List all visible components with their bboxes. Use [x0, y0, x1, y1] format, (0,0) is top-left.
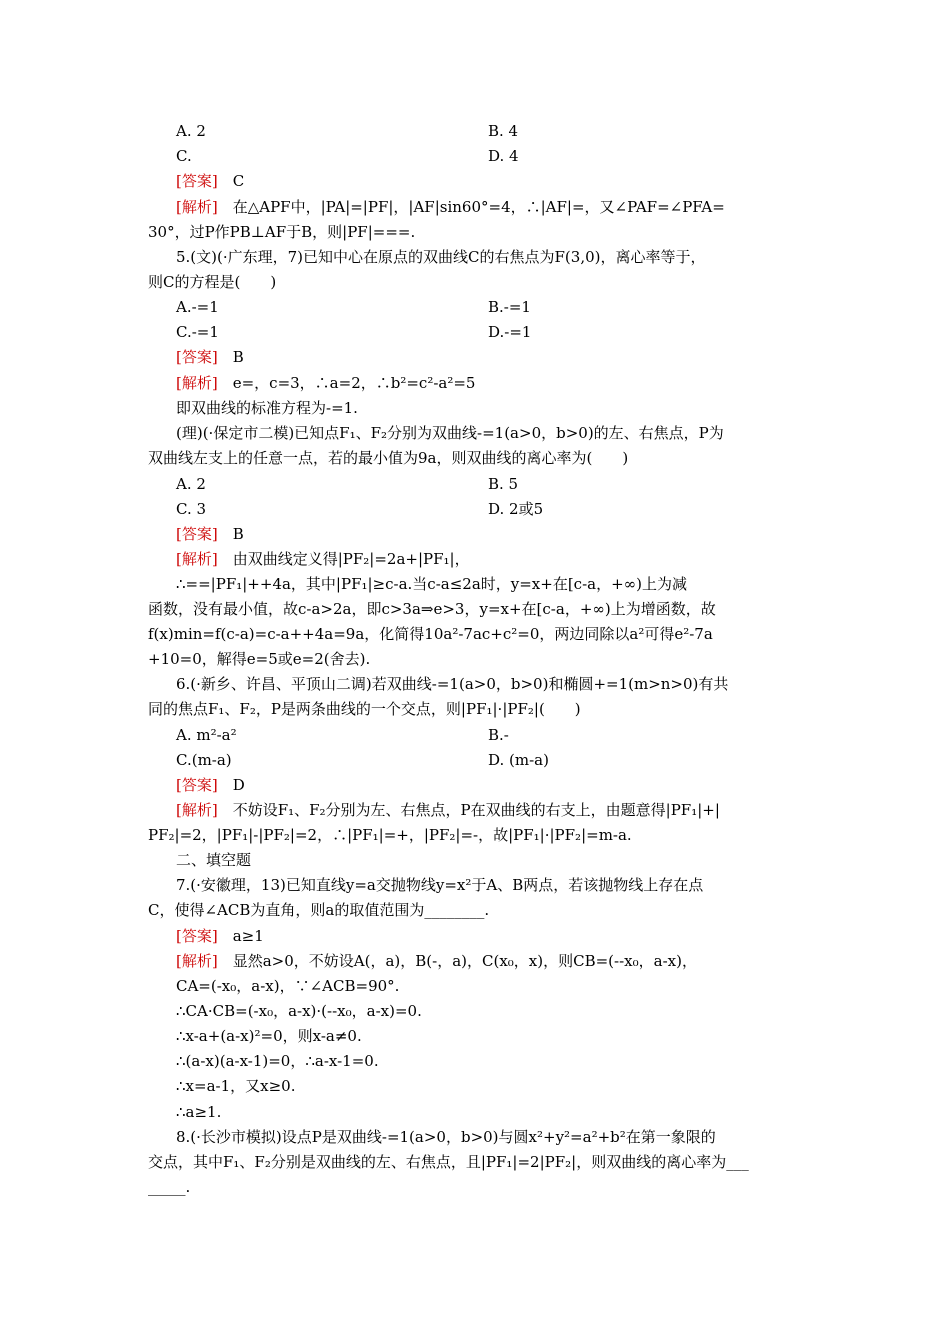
text-line [176, 397, 836, 419]
line-text: B.- [488, 726, 509, 744]
line-text: _____. [148, 1178, 191, 1196]
line-text: (理)(·保定市二模)已知点F₁、F₂分别为双曲线-=1(a>0，b>0)的左、右焦点，P为 [176, 424, 724, 442]
line-text: a≥1 [232, 927, 264, 945]
text-line [148, 1151, 808, 1173]
text-line [176, 799, 836, 821]
text-line [176, 975, 836, 997]
line-text: 不妨设F₁、F₂分别为左、右焦点，P在双曲线的右支上，由题意得|PF₁|+| [232, 801, 720, 819]
answer-tag: [答案] [176, 927, 218, 945]
text-line [176, 196, 836, 218]
line-text: 由双曲线定义得|PF₂|=2a+|PF₁|， [232, 550, 470, 568]
line-text: CA=(-x₀，a-x)，∵∠ACB=90°. [176, 977, 400, 995]
text-line [488, 724, 950, 746]
line-text: B. 5 [488, 475, 519, 493]
text-line [148, 1176, 808, 1198]
line-text: 8.(·长沙市模拟)设点P是双曲线-=1(a>0，b>0)与圆x²+y²=a²+b²在第一象限的 [176, 1128, 716, 1146]
text-line [148, 698, 808, 720]
line-text: ∴a≥1. [176, 1103, 222, 1121]
line-text: PF₂|=2，|PF₁|-|PF₂|=2，∴|PF₁|=+，|PF₂|=-，故|PF₁|·|PF₂|=m-a. [148, 826, 632, 844]
line-text: ∴==|PF₁|++4a，其中|PF₁|≥c-a.当c-a≤2a时，y=x+在[c-a，+∞)上为减 [176, 575, 688, 593]
line-text: C.(m-a) [176, 751, 232, 769]
line-text: D. (m-a) [488, 751, 549, 769]
text-line [488, 473, 950, 495]
line-text: D. 2或5 [488, 500, 544, 518]
answer-tag: [答案] [176, 776, 218, 794]
text-line [488, 296, 950, 318]
answer-tag: [答案] [176, 172, 218, 190]
line-text: 5.(文)(·广东理，7)已知中心在原点的双曲线C的右焦点为F(3,0)，离心率等于， [176, 248, 706, 266]
line-text: C [232, 172, 245, 190]
text-line [176, 1101, 836, 1123]
text-line [488, 145, 950, 167]
text-line [176, 548, 836, 570]
text-line [176, 372, 836, 394]
text-line [176, 1075, 836, 1097]
line-text: 显然a>0，不妨设A(，a)，B(-，a)，C(x₀，x)，则CB=(--x₀，a-x)， [232, 952, 697, 970]
text-line [148, 648, 808, 670]
line-text: D [232, 776, 245, 794]
line-text: A. 2 [176, 475, 206, 493]
text-line [176, 849, 836, 871]
text-line [176, 246, 836, 268]
text-line [488, 321, 950, 343]
text-line [176, 422, 836, 444]
text-line [148, 271, 808, 293]
line-text: f(x)min=f(c-a)=c-a++4a=9a，化简得10a²-7ac+c²=0，两边同除以a²可得e²-7a [148, 625, 713, 643]
line-text: B. 4 [488, 122, 519, 140]
line-text: D.-=1 [488, 323, 532, 341]
analysis-tag: [解析] [176, 374, 218, 392]
analysis-tag: [解析] [176, 198, 218, 216]
line-text: B [232, 525, 244, 543]
line-text: B.-=1 [488, 298, 531, 316]
line-text: B [232, 348, 244, 366]
analysis-tag: [解析] [176, 952, 218, 970]
line-text: 在△APF中，|PA|=|PF|，|AF|sin60°=4，∴|AF|=，又∠PAF=∠PFA= [232, 198, 725, 216]
text-line [488, 749, 950, 771]
line-text: C. 3 [176, 500, 207, 518]
text-line [176, 523, 836, 545]
line-text: 6.(·新乡、许昌、平顶山二调)若双曲线-=1(a>0，b>0)和椭圆+=1(m>n>0)有共 [176, 675, 729, 693]
line-text: D. 4 [488, 147, 519, 165]
line-text: 双曲线左支上的任意一点，若的最小值为9a，则双曲线的离心率为( ) [148, 449, 629, 467]
answer-tag: [答案] [176, 525, 218, 543]
line-text: 即双曲线的标准方程为-=1. [176, 399, 358, 417]
line-text: 则C的方程是( ) [148, 273, 277, 291]
line-text: A. m²-a² [176, 726, 237, 744]
line-text: 同的焦点F₁、F₂，P是两条曲线的一个交点，则|PF₁|·|PF₂|( ) [148, 700, 581, 718]
text-line [176, 774, 836, 796]
line-text: C，使得∠ACB为直角，则a的取值范围为________. [148, 901, 490, 919]
line-text: +10=0，解得e=5或e=2(舍去). [148, 650, 371, 668]
line-text: 30°，过P作PB⊥AF于B，则|PF|===. [148, 223, 416, 241]
line-text: ∴x-a+(a-x)²=0，则x-a≠0. [176, 1027, 362, 1045]
text-line [148, 899, 808, 921]
text-line [176, 170, 836, 192]
text-line [176, 573, 836, 595]
line-text: ∴x=a-1，又x≥0. [176, 1077, 296, 1095]
text-line [148, 598, 808, 620]
line-text: ∴(a-x)(a-x-1)=0，∴a-x-1=0. [176, 1052, 379, 1070]
line-text: e=，c=3，∴a=2，∴b²=c²-a²=5 [232, 374, 476, 392]
text-line [148, 221, 808, 243]
line-text: 二、填空题 [176, 851, 252, 869]
text-line [176, 1025, 836, 1047]
text-line [488, 120, 950, 142]
analysis-tag: [解析] [176, 801, 218, 819]
line-text: C. [176, 147, 192, 165]
analysis-tag: [解析] [176, 550, 218, 568]
text-line [148, 824, 808, 846]
text-line [176, 1050, 836, 1072]
text-line [148, 623, 808, 645]
text-line [176, 950, 836, 972]
text-line [176, 346, 836, 368]
line-text: ∴CA·CB=(-x₀，a-x)·(--x₀，a-x)=0. [176, 1002, 422, 1020]
line-text: A.-=1 [176, 298, 219, 316]
line-text: A. 2 [176, 122, 206, 140]
line-text: 函数，没有最小值，故c-a>2a，即c>3a⇒e>3，y=x+在[c-a，+∞)上为增函数，故 [148, 600, 716, 618]
answer-tag: [答案] [176, 348, 218, 366]
text-line [176, 1126, 836, 1148]
text-line [176, 925, 836, 947]
text-line [148, 447, 808, 469]
line-text: 交点，其中F₁、F₂分别是双曲线的左、右焦点，且|PF₁|=2|PF₂|，则双曲线的离心率为___ [148, 1153, 749, 1171]
text-line [488, 498, 950, 520]
text-line [176, 1000, 836, 1022]
text-line [176, 874, 836, 896]
text-line [176, 673, 836, 695]
line-text: 7.(·安徽理，13)已知直线y=a交抛物线y=x²于A、B两点，若该抛物线上存在点 [176, 876, 704, 894]
line-text: C.-=1 [176, 323, 219, 341]
